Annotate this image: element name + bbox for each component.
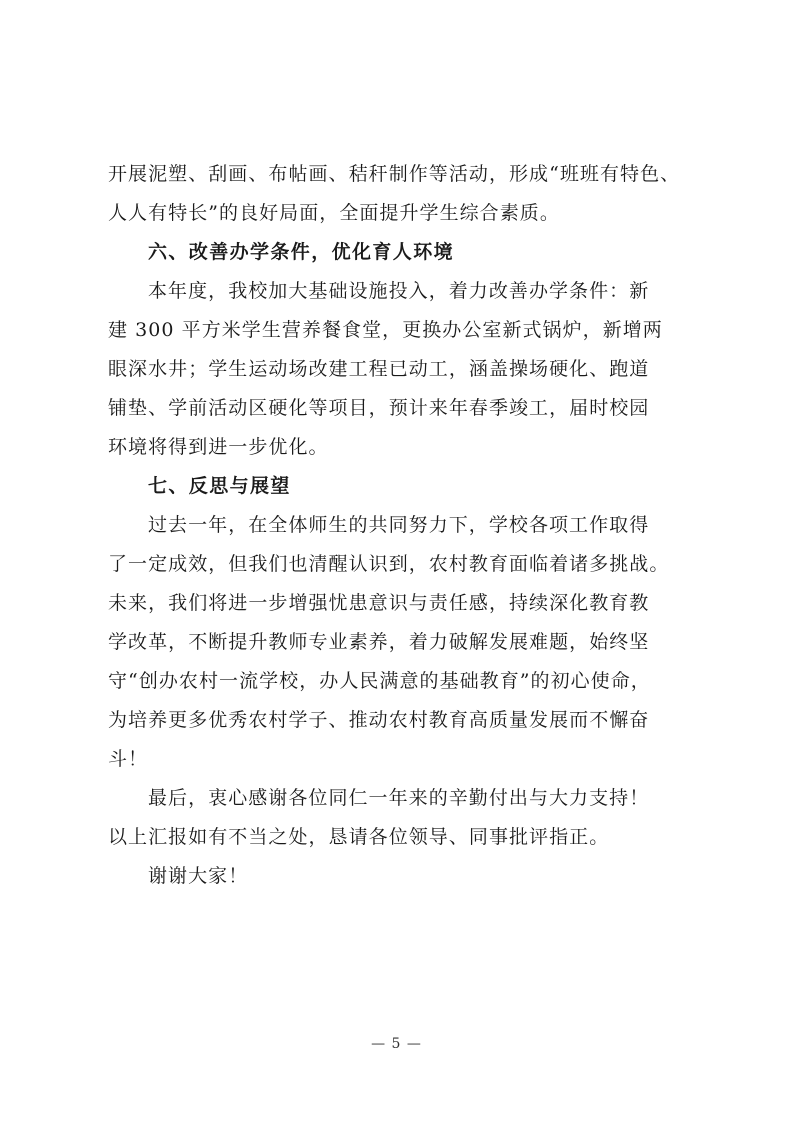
section-heading-reflection: 七、反思与展望 xyxy=(148,475,291,497)
paragraph-line: 眼深水井；学生运动场改建工程已动工，涵盖操场硬化、跑道 xyxy=(108,358,650,380)
paragraph-line: 人人有特长”的良好局面，全面提升学生综合素质。 xyxy=(108,202,560,224)
paragraph-line: 为培养更多优秀农村学子、推动农村教育高质量发展而不懈奋 xyxy=(108,709,650,731)
paragraph-line: 学改革，不断提升教师专业素养，着力破解发展难题，始终坚 xyxy=(108,631,650,653)
paragraph-line: 过去一年，在全体师生的共同努力下，学校各项工作取得 xyxy=(148,514,650,536)
paragraph-line: 本年度，我校加大基础设施投入，着力改善办学条件：新 xyxy=(148,280,650,302)
closing-line: 谢谢大家！ xyxy=(148,865,249,887)
document-body xyxy=(108,155,688,896)
page-number: — 5 — xyxy=(371,1036,422,1052)
paragraph-line: 开展泥塑、刮画、布帖画、秸秆制作等活动，形成“班班有特色、 xyxy=(108,163,681,185)
paragraph-line: 守“创办农村一流学校，办人民满意的基础教育”的初心使命， xyxy=(108,670,651,692)
paragraph-line: 建 300 平方米学生营养餐食堂，更换办公室新式锅炉，新增两 xyxy=(108,319,663,341)
paragraph-line: 未来，我们将进一步增强忧患意识与责任感，持续深化教育教 xyxy=(108,592,650,614)
paragraph-line: 环境将得到进一步优化。 xyxy=(108,436,329,458)
paragraph-line: 斗！ xyxy=(108,748,149,770)
section-heading-improve-conditions: 六、改善办学条件，优化育人环境 xyxy=(148,241,455,263)
paragraph-line: 以上汇报如有不当之处，恳请各位领导、同事批评指正。 xyxy=(108,826,610,848)
paragraph-line: 了一定成效，但我们也清醒认识到，农村教育面临着诸多挑战。 xyxy=(108,553,670,575)
paragraph-line: 铺垫、学前活动区硬化等项目，预计来年春季竣工，届时校园 xyxy=(108,397,650,419)
paragraph-line: 最后，衷心感谢各位同仁一年来的辛勤付出与大力支持！ xyxy=(148,787,650,809)
